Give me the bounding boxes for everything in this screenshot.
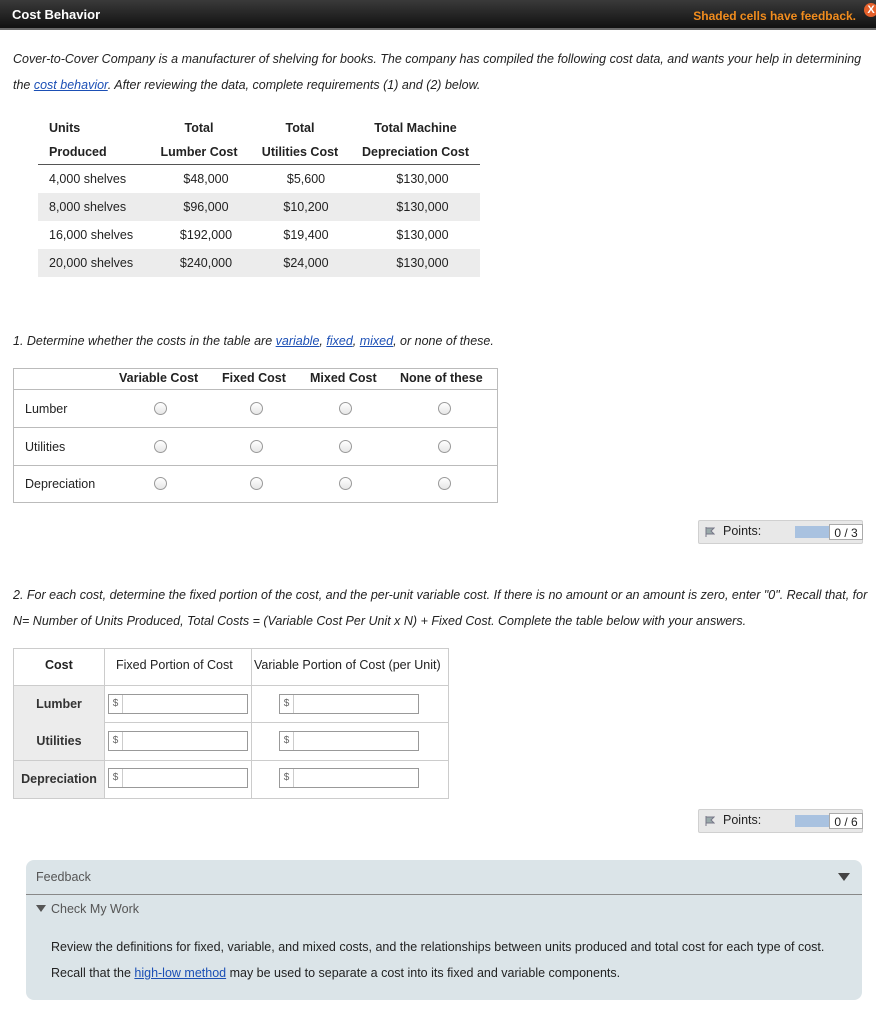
intro-text: Cover-to-Cover Company is a manufacturer of shelving for books. The company has compiled the following cost data, and wants your help in determining the xyxy=(13,52,862,92)
units-cell: 4,000 shelves xyxy=(49,172,127,186)
q1-sep: , xyxy=(352,334,360,348)
utilities-fixed-radio[interactable] xyxy=(250,440,263,453)
lumber-variable-input[interactable] xyxy=(294,695,418,713)
table-row xyxy=(38,249,480,277)
depreciation-fixed-input[interactable] xyxy=(123,769,247,787)
lumber-variable-field xyxy=(279,694,419,714)
depreciation-mixed-radio[interactable] xyxy=(339,477,352,490)
header-utilities-line1: Total xyxy=(285,121,315,135)
divider xyxy=(104,649,105,798)
feedback-text-part: may be used to separate a cost into its fixed and variable components. xyxy=(226,966,621,980)
collapse-arrow-icon[interactable] xyxy=(838,873,850,881)
answer-table xyxy=(13,648,449,799)
feedback-title: Feedback xyxy=(36,870,91,884)
points-indicator-1 xyxy=(698,520,863,544)
row-label: Utilities xyxy=(25,440,66,454)
q1-sep: , xyxy=(319,334,327,348)
col-variable-portion: Variable Portion of Cost (per Unit) xyxy=(254,658,441,672)
q1-text: 1. Determine whether the costs in the table are xyxy=(13,334,276,348)
utilities-fixed-input[interactable] xyxy=(123,732,247,750)
classification-table xyxy=(13,368,498,503)
col-variable-cost: Variable Cost xyxy=(119,371,199,385)
row-label-utilities: Utilities xyxy=(14,723,104,760)
row-label: Lumber xyxy=(25,402,68,416)
header-units-line1: Units xyxy=(49,121,81,135)
close-icon[interactable]: X xyxy=(864,3,876,17)
flag-icon xyxy=(705,816,715,826)
dollar-sign: $ xyxy=(280,769,294,787)
depreciation-none-radio[interactable] xyxy=(438,477,451,490)
lumber-none-radio[interactable] xyxy=(438,402,451,415)
utilities-variable-radio[interactable] xyxy=(154,440,167,453)
shaded-cells-note: Shaded cells have feedback. xyxy=(693,9,856,23)
row-label-lumber: Lumber xyxy=(14,686,104,723)
points-label: Points: xyxy=(723,813,762,827)
check-my-work-label: Check My Work xyxy=(51,902,139,916)
depreciation-variable-input[interactable] xyxy=(294,769,418,787)
lumber-cell: $96,000 xyxy=(149,193,249,221)
col-cost: Cost xyxy=(45,658,73,672)
col-fixed-portion: Fixed Portion of Cost xyxy=(116,658,233,672)
fixed-link[interactable]: fixed xyxy=(326,334,353,348)
depreciation-cell: $130,000 xyxy=(396,172,449,186)
depreciation-variable-field xyxy=(279,768,419,788)
header-lumber-line2: Lumber Cost xyxy=(149,140,249,165)
dollar-sign: $ xyxy=(280,695,294,713)
lumber-cell: $192,000 xyxy=(179,228,233,242)
feedback-text xyxy=(51,934,851,986)
window-title: Cost Behavior xyxy=(12,7,101,22)
header-utilities-line2: Utilities Cost xyxy=(249,140,351,165)
feedback-text-part: Review the definitions for fixed, variable, and mixed costs, and the relationships between units produced and total cost for each type of cost. Recall that the xyxy=(51,940,825,980)
table-row xyxy=(38,193,480,221)
high-low-method-link[interactable]: high-low method xyxy=(134,966,227,980)
row-label-depreciation: Depreciation xyxy=(14,761,104,798)
question-1 xyxy=(13,326,494,356)
utilities-variable-field xyxy=(279,731,419,751)
intro-text-end: . After reviewing the data, complete requirements (1) and (2) below. xyxy=(107,78,481,92)
col-mixed-cost: Mixed Cost xyxy=(310,371,377,385)
units-cell: 16,000 shelves xyxy=(49,228,134,242)
points-indicator-2 xyxy=(698,809,863,833)
points-score: 0 / 3 xyxy=(829,524,863,540)
divider xyxy=(251,649,252,798)
question-2: 2. For each cost, determine the fixed portion of the cost, and the per-unit variable cost. If there is no amount or an amount is zero, enter "0". Recall that, for N= Number of Units Produced, Total Costs = (Variable Cost Per Unit x N) + Fixed Cost. Complete the table below with your answers. xyxy=(13,588,868,628)
utilities-variable-input[interactable] xyxy=(294,732,418,750)
lumber-mixed-radio[interactable] xyxy=(339,402,352,415)
feedback-header[interactable] xyxy=(26,860,862,895)
lumber-cell: $48,000 xyxy=(183,172,229,186)
cost-data-table xyxy=(38,116,480,277)
dollar-sign: $ xyxy=(109,769,123,787)
col-none: None of these xyxy=(400,371,483,385)
units-cell: 8,000 shelves xyxy=(38,193,149,221)
check-my-work-toggle[interactable] xyxy=(36,902,139,916)
depreciation-fixed-field xyxy=(108,768,248,788)
flag-icon xyxy=(705,527,715,537)
depreciation-fixed-radio[interactable] xyxy=(250,477,263,490)
points-score: 0 / 6 xyxy=(829,813,863,829)
title-bar xyxy=(0,0,876,30)
dollar-sign: $ xyxy=(280,732,294,750)
header-depreciation-line2: Depreciation Cost xyxy=(351,140,480,165)
table-row xyxy=(38,221,480,249)
header-depreciation-line1: Total Machine xyxy=(374,121,457,135)
intro-paragraph xyxy=(13,46,868,98)
header-lumber-line1: Total xyxy=(184,121,214,135)
depreciation-variable-radio[interactable] xyxy=(154,477,167,490)
dollar-sign: $ xyxy=(109,732,123,750)
lumber-fixed-radio[interactable] xyxy=(250,402,263,415)
utilities-mixed-radio[interactable] xyxy=(339,440,352,453)
classification-header xyxy=(14,369,497,390)
classification-row-depreciation xyxy=(14,465,497,502)
feedback-panel xyxy=(26,860,862,1000)
mixed-link[interactable]: mixed xyxy=(359,334,394,348)
lumber-cell: $240,000 xyxy=(149,249,249,277)
points-label: Points: xyxy=(723,524,762,538)
cost-behavior-link[interactable]: cost behavior xyxy=(33,78,108,92)
classification-row-lumber xyxy=(14,390,497,428)
q1-text-end: , or none of these. xyxy=(393,334,494,348)
variable-link[interactable]: variable xyxy=(275,334,320,348)
utilities-cell: $5,600 xyxy=(286,172,326,186)
dollar-sign: $ xyxy=(109,695,123,713)
table-row xyxy=(38,165,480,194)
utilities-none-radio[interactable] xyxy=(438,440,451,453)
col-fixed-cost: Fixed Cost xyxy=(222,371,286,385)
depreciation-cell: $130,000 xyxy=(351,193,480,221)
utilities-cell: $19,400 xyxy=(283,228,329,242)
header-units-line2: Produced xyxy=(38,140,149,165)
utilities-cell: $10,200 xyxy=(249,193,351,221)
triangle-down-icon xyxy=(36,905,46,912)
lumber-variable-radio[interactable] xyxy=(154,402,167,415)
utilities-fixed-field xyxy=(108,731,248,751)
classification-row-utilities xyxy=(14,428,497,466)
units-cell: 20,000 shelves xyxy=(38,249,149,277)
lumber-fixed-input[interactable] xyxy=(123,695,247,713)
depreciation-cell: $130,000 xyxy=(351,249,480,277)
row-label: Depreciation xyxy=(25,477,96,491)
lumber-fixed-field xyxy=(108,694,248,714)
utilities-cell: $24,000 xyxy=(249,249,351,277)
depreciation-cell: $130,000 xyxy=(396,228,449,242)
